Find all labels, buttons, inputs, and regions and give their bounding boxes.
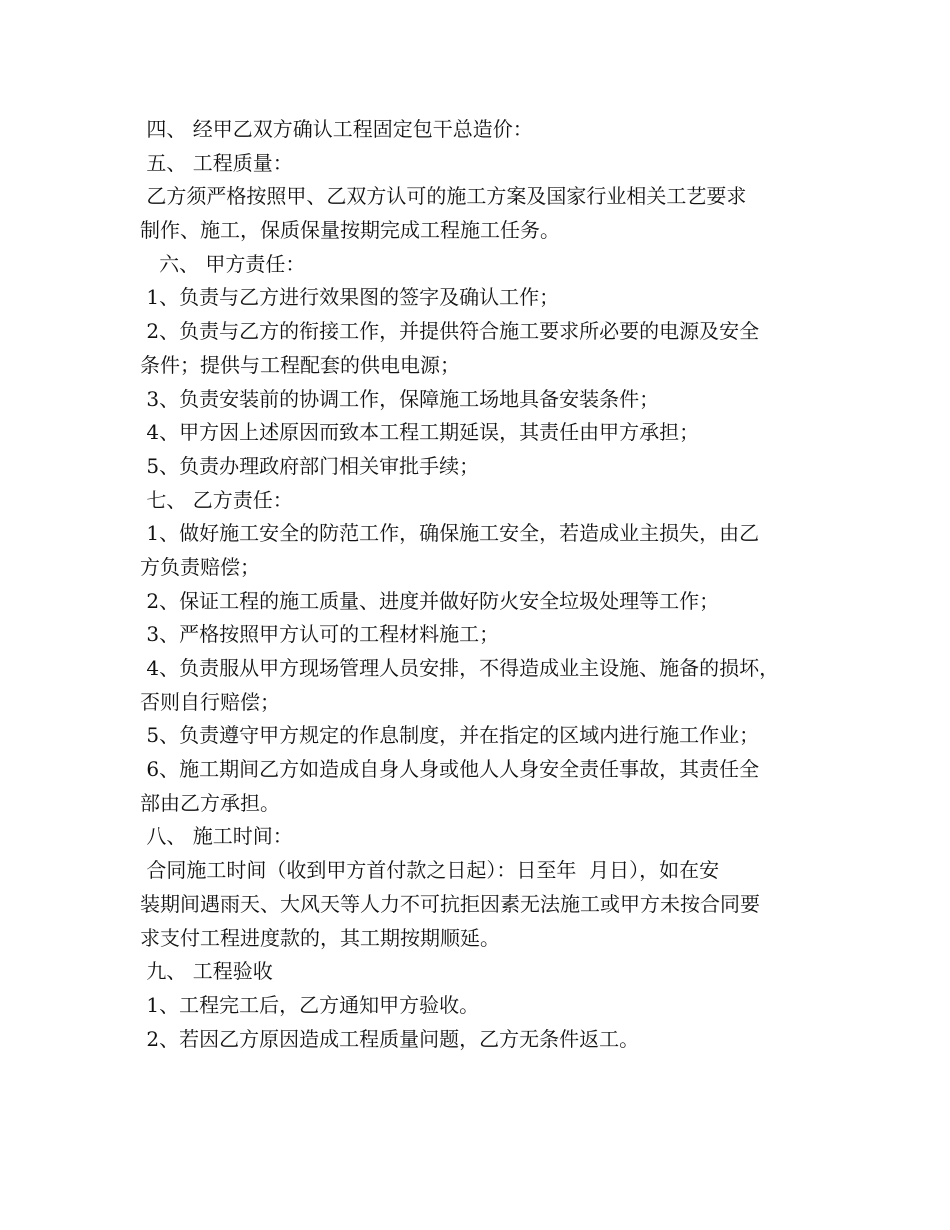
- list-item: 1、做好施工安全的防范工作，确保施工安全，若造成业主损失，由乙: [140, 521, 760, 546]
- paragraph-line: 制作、施工，保质保量按期完成工程施工任务。: [140, 218, 560, 243]
- list-item-continuation: 方负责赔偿；: [140, 554, 260, 579]
- section-heading-acceptance: 九、 工程验收: [140, 959, 273, 984]
- paragraph-line: 装期间遇雨天、大风天等人力不可抗拒因素无法施工或甲方未按合同要: [140, 891, 760, 916]
- list-item: 2、保证工程的施工质量、进度并做好防火安全垃圾处理等工作；: [140, 588, 720, 613]
- paragraph-line: 合同施工时间（收到甲方首付款之日起）：日至年 月日），如在安: [140, 858, 720, 883]
- list-item: 5、负责遵守甲方规定的作息制度，并在指定的区域内进行施工作业；: [140, 723, 760, 748]
- list-item: 3、严格按照甲方认可的工程材料施工；: [140, 622, 500, 647]
- list-item-continuation: 否则自行赔偿；: [140, 689, 280, 714]
- section-heading-quality: 五、 工程质量：: [140, 150, 293, 175]
- list-item: 4、甲方因上述原因而致本工程工期延误，其责任由甲方承担；: [140, 420, 700, 445]
- list-item: 2、若因乙方原因造成工程质量问题，乙方无条件返工。: [140, 1026, 640, 1051]
- list-item: 3、负责安装前的协调工作，保障施工场地具备安装条件；: [140, 386, 660, 411]
- list-item: 6、施工期间乙方如造成自身人身或他人人身安全责任事故，其责任全: [140, 757, 760, 782]
- list-item-continuation: 部由乙方承担。: [140, 790, 280, 815]
- list-item: 1、工程完工后，乙方通知甲方验收。: [140, 992, 480, 1017]
- list-item: 2、负责与乙方的衔接工作，并提供符合施工要求所必要的电源及安全: [140, 319, 760, 344]
- section-heading-party-a: 六、 甲方责任：: [140, 251, 306, 276]
- list-item: 5、负责办理政府部门相关审批手续；: [140, 453, 480, 478]
- section-heading-schedule: 八、 施工时间：: [140, 824, 293, 849]
- paragraph-line: 乙方须严格按照甲、乙双方认可的施工方案及国家行业相关工艺要求: [140, 184, 747, 209]
- document-body: [140, 113, 820, 1056]
- section-heading-party-b: 七、 乙方责任：: [140, 487, 293, 512]
- section-heading-price: 四、 经甲乙双方确认工程固定包干总造价：: [140, 117, 533, 141]
- list-item-continuation: 条件；提供与工程配套的供电电源；: [140, 352, 460, 377]
- list-item: 4、负责服从甲方现场管理人员安排，不得造成业主设施、施备的损坏，: [140, 656, 780, 680]
- list-item: 1、负责与乙方进行效果图的签字及确认工作；: [140, 285, 560, 310]
- paragraph-line: 求支付工程进度款的，其工期按期顺延。: [140, 925, 500, 950]
